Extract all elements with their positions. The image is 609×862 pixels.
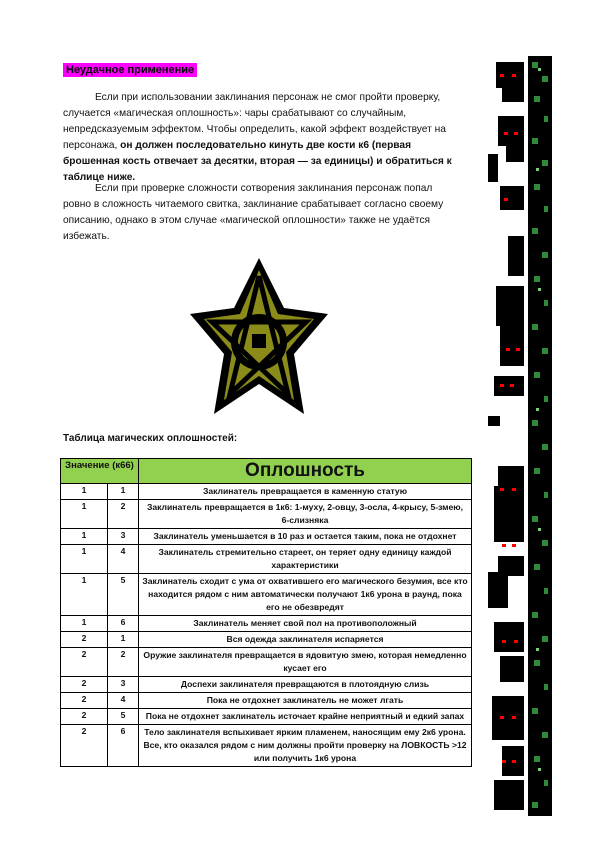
row-tens: 1 (61, 545, 108, 574)
section-heading: Неудачное применение (63, 63, 197, 77)
row-units: 1 (108, 632, 139, 648)
paragraph-failure-bold: он должен последовательно кинуть две кости к6 (первая брошенная кость отвечает за десятки, вторая — за единицы) и обратиться к таблице ниже. (63, 140, 452, 183)
pentagram-icon (188, 256, 330, 418)
row-units: 2 (108, 648, 139, 677)
row-effect: Заклинатель меняет свой пол на противоположный (139, 616, 472, 632)
table-row (61, 545, 472, 574)
row-tens: 2 (61, 632, 108, 648)
header-value: Значение (к66) (61, 459, 139, 484)
row-tens: 2 (61, 693, 108, 709)
table-header-row (61, 459, 472, 484)
paragraph-failure (63, 90, 455, 186)
row-effect: Вся одежда заклинателя испаряется (139, 632, 472, 648)
row-effect: Заклинатель уменьшается в 10 раз и остается таким, пока не отдохнет (139, 529, 472, 545)
row-tens: 1 (61, 529, 108, 545)
row-units: 3 (108, 529, 139, 545)
row-tens: 2 (61, 709, 108, 725)
row-units: 5 (108, 709, 139, 725)
row-tens: 1 (61, 616, 108, 632)
row-tens: 1 (61, 574, 108, 616)
paragraph-exact-difficulty (63, 181, 455, 245)
table-row (61, 632, 472, 648)
table-row (61, 693, 472, 709)
row-tens: 2 (61, 725, 108, 767)
row-effect: Пока не отдохнет заклинатель не может лгать (139, 693, 472, 709)
row-effect: Оружие заклинателя превращается в ядовитую змею, которая немедленно кусает его (139, 648, 472, 677)
mishap-table (60, 458, 472, 767)
table-row (61, 484, 472, 500)
vine-strip (528, 56, 552, 816)
row-tens: 1 (61, 484, 108, 500)
table-row (61, 616, 472, 632)
row-units: 6 (108, 616, 139, 632)
pixel-serpent-border (486, 56, 566, 816)
table-row (61, 709, 472, 725)
paragraph-failure-text: Если при использовании заклинания персонаж не смог пройти проверку, случается «магическая оплошность»: чары срабатывают со случайным, непредсказуемым эффектом. Чтобы определить, какой эффект воздействует на персонажа, (63, 92, 446, 151)
table-row (61, 529, 472, 545)
row-tens: 1 (61, 500, 108, 529)
serpent-shapes (488, 62, 524, 810)
row-effect: Заклинатель превращается в каменную статую (139, 484, 472, 500)
row-units: 1 (108, 484, 139, 500)
row-units: 4 (108, 693, 139, 709)
row-units: 6 (108, 725, 139, 767)
table-row (61, 648, 472, 677)
row-tens: 2 (61, 648, 108, 677)
row-effect: Заклинатель превращается в 1к6: 1-муху, 2-овцу, 3-осла, 4-крысу, 5-змею, 6-слизняка (139, 500, 472, 529)
row-units: 3 (108, 677, 139, 693)
row-effect: Тело заклинателя вспыхивает ярким пламенем, наносящим ему 2к6 урона. Все, кто оказался рядом с ним должны пройти проверку на ЛОВКОСТЬ >12 или получить 1к6 урона (139, 725, 472, 767)
table-row (61, 574, 472, 616)
table-row (61, 677, 472, 693)
row-units: 4 (108, 545, 139, 574)
table-row (61, 725, 472, 767)
header-effect: Оплошность (139, 459, 472, 484)
row-effect: Заклинатель стремительно стареет, он теряет одну единицу каждой характеристики (139, 545, 472, 574)
row-units: 2 (108, 500, 139, 529)
paragraph-exact-text: Если при проверке сложности сотворения заклинания персонаж попал ровно в сложность читаемого свитка, заклинание срабатывает согласно своему описанию, однако в этом случае «магической оплошности» также не удаётся избежать. (63, 183, 444, 242)
row-units: 5 (108, 574, 139, 616)
row-tens: 2 (61, 677, 108, 693)
table-row (61, 500, 472, 529)
row-effect: Доспехи заклинателя превращаются в плотоядную слизь (139, 677, 472, 693)
row-effect: Пока не отдохнет заклинатель источает крайне неприятный и едкий запах (139, 709, 472, 725)
row-effect: Заклинатель сходит с ума от охватившего его магического безумия, все кто находится рядом с ним автоматически получают 1к6 урона в раунд, пока его не обезвредят (139, 574, 472, 616)
table-title: Таблица магических оплошностей: (63, 433, 238, 444)
